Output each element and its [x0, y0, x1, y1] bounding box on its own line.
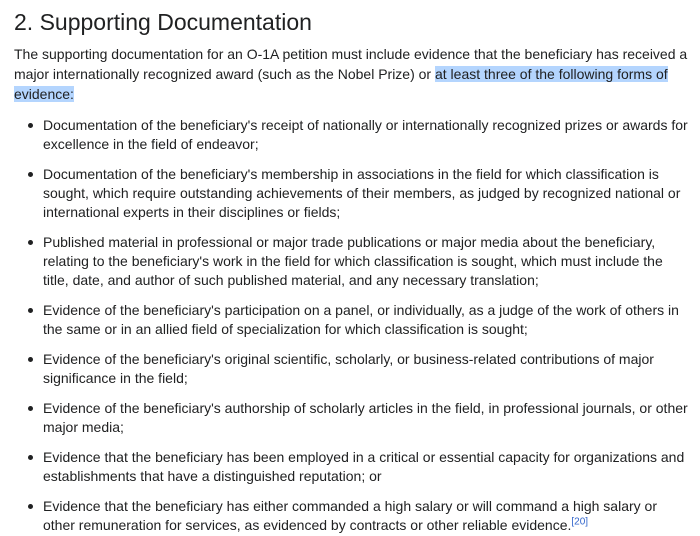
- list-item-text: Evidence of the beneficiary's original scientific, scholarly, or business-related contributions of major significance in the field;: [43, 351, 654, 386]
- list-item-text: Documentation of the beneficiary's receipt of nationally or internationally recognized prizes or awards for excellence in the field of endeavor;: [43, 117, 688, 152]
- intro-text: The supporting documentation for an O-1A petition must include evidence that the beneficiary has received a major internationally recognized award (such as the Nobel Prize) or: [14, 46, 688, 82]
- list-item: [14, 399, 690, 437]
- bullet-icon: [28, 240, 33, 245]
- intro-paragraph: [14, 44, 690, 104]
- list-item-text: Evidence of the beneficiary's authorship of scholarly articles in the field, in professional journals, or other major media;: [43, 400, 688, 435]
- list-item: [14, 497, 690, 535]
- list-item-text: Evidence of the beneficiary's participation on a panel, or individually, as a judge of the work of others in the same or in an allied field of specialization for which classification is sought;: [43, 302, 679, 337]
- bullet-icon: [28, 504, 33, 509]
- list-item: [14, 165, 690, 222]
- list-item-text: Evidence that the beneficiary has been employed in a critical or essential capacity for organizations and establishments that have a distinguished reputation; or: [43, 449, 685, 484]
- bullet-icon: [28, 172, 33, 177]
- list-item-text: Published material in professional or major trade publications or major media about the beneficiary, relating to the beneficiary's work in the field for which classification is sought, which must include the title, date, and author of such published material, and any necessary translation;: [43, 234, 663, 288]
- list-item: [14, 350, 690, 388]
- bullet-icon: [28, 308, 33, 313]
- list-item-text: Documentation of the beneficiary's membership in associations in the field for which classification is sought, which require outstanding achievements of their members, as judged by recognized national or international experts in their disciplines or fields;: [43, 166, 681, 220]
- section-heading: 2. Supporting Documentation: [14, 9, 312, 35]
- list-item: [14, 116, 690, 154]
- bullet-icon: [28, 357, 33, 362]
- list-item-text: Evidence that the beneficiary has either commanded a high salary or will command a high salary or other remuneration for services, as evidenced by contracts or other reliable evidence.: [43, 498, 657, 533]
- bullet-icon: [28, 455, 33, 460]
- list-item: [14, 448, 690, 486]
- highlighted-text-selection[interactable]: at least three of the following forms of evidence:: [14, 66, 668, 102]
- bullet-icon: [28, 123, 33, 128]
- bullet-icon: [28, 406, 33, 411]
- list-item: [14, 301, 690, 339]
- evidence-list: [14, 116, 690, 535]
- citation-superscript: [571, 516, 588, 527]
- citation-link[interactable]: [20]: [571, 516, 589, 528]
- list-item: [14, 233, 690, 290]
